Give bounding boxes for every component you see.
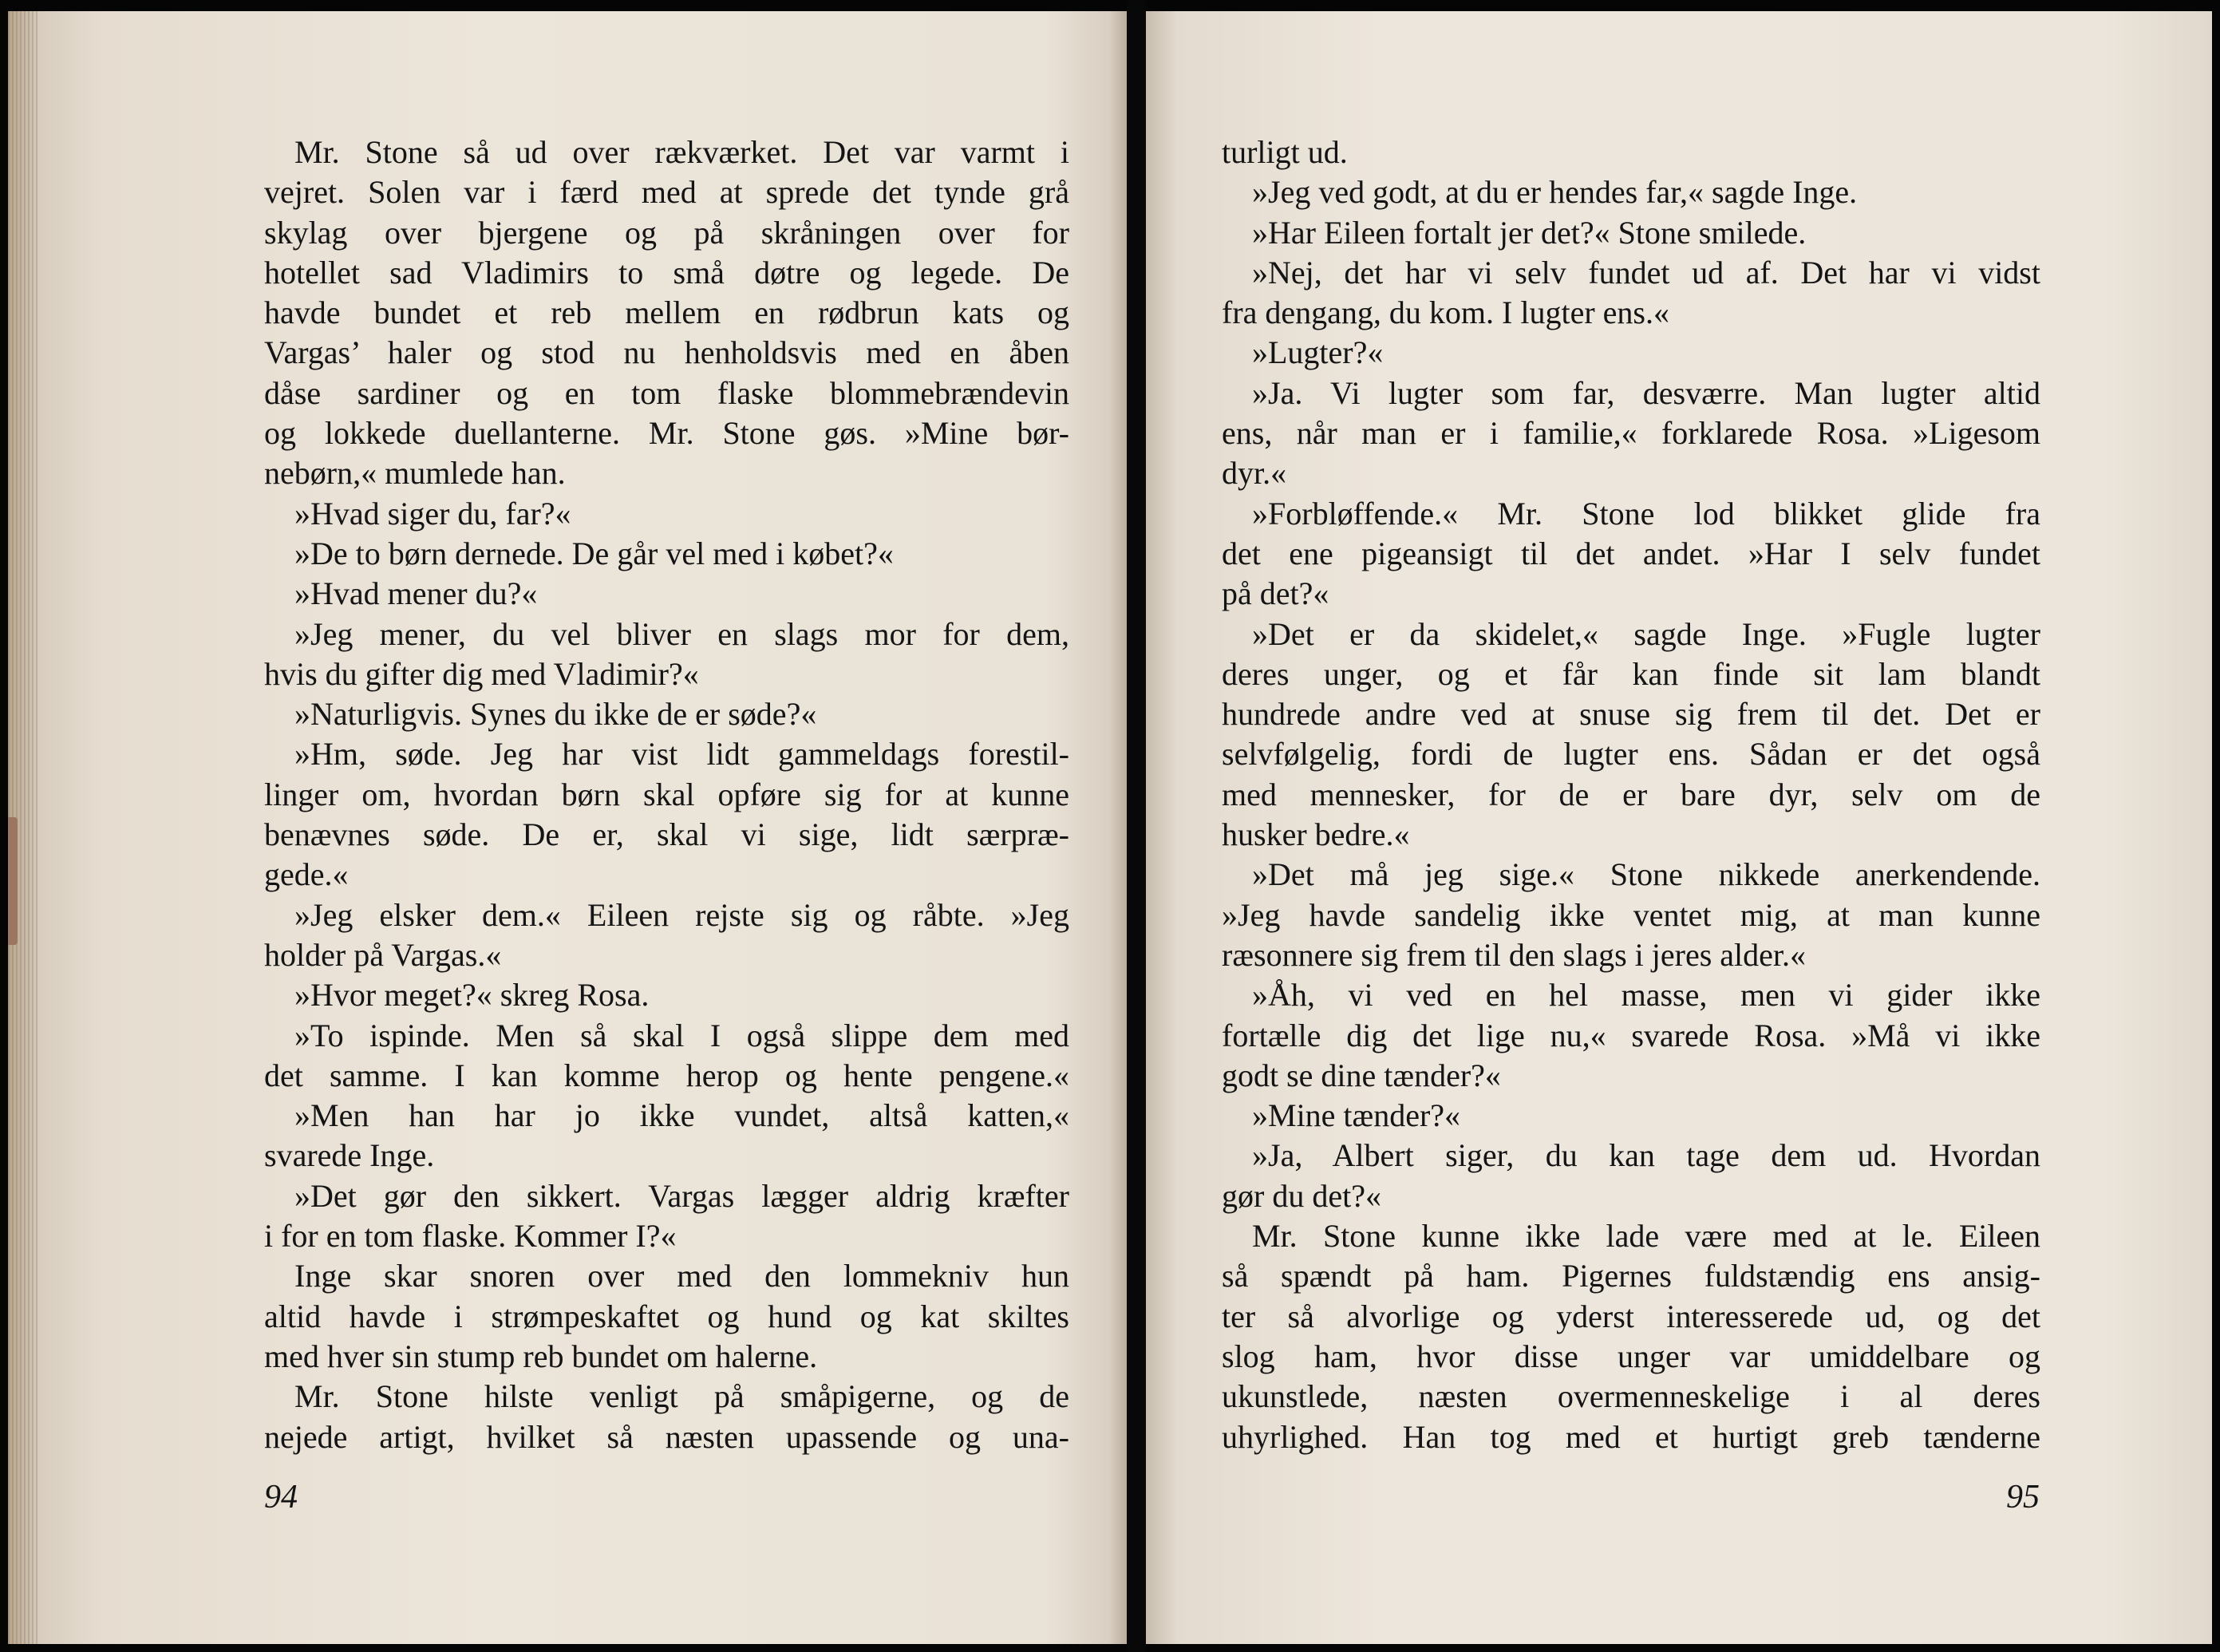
text-line: ræsonnere sig frem til den slags i jeres alder.« (1222, 936, 1807, 973)
text-line: hotellet sad Vladimirs to små døtre og legede. De (264, 254, 1069, 290)
text-line: »Hvad siger du, far?« (294, 495, 571, 532)
text-line: det samme. I kan komme herop og hente pengene.« (264, 1057, 1069, 1093)
text-line: »Jeg ved godt, at du er hendes far,« sagde Inge. (1252, 174, 1858, 211)
text-line: »Det er da skidelet,« sagde Inge. »Fugle lugter (1252, 615, 2040, 652)
text-line: Vargas’ haler og stod nu henholdsvis med en åben (264, 334, 1069, 371)
text-line: Mr. Stone hilste venligt på småpigerne, og de (294, 1378, 1069, 1415)
book-gutter (1127, 0, 1146, 1652)
text-line: hvis du gifter dig med Vladimir?« (264, 655, 699, 692)
text-line: det ene pigeansigt til det andet. »Har I selv fundet (1222, 535, 2040, 571)
text-line: dåse sardiner og en tom flaske blommebrændevin (264, 374, 1069, 411)
text-line: og lokkede duellanterne. Mr. Stone gøs. »Mine bør- (264, 415, 1069, 452)
text-line: vejret. Solen var i færd med at sprede det tynde grå (264, 174, 1069, 211)
left-page-text (264, 132, 1069, 1457)
left-page (8, 11, 1127, 1644)
text-line: »Nej, det har vi selv fundet ud af. Det har vi vidst (1252, 254, 2040, 290)
text-line: »Naturligvis. Synes du ikke de er søde?« (294, 696, 817, 733)
text-line: »Hm, søde. Jeg har vist lidt gammeldags forestil- (294, 736, 1069, 773)
text-line: i for en tom flaske. Kommer I?« (264, 1218, 677, 1255)
text-line: »Det gør den sikkert. Vargas lægger aldrig kræfter (294, 1177, 1069, 1214)
text-line: turligt ud. (1222, 134, 1348, 170)
text-line: uhyrlighed. Han tog med et hurtigt greb tænderne (1222, 1418, 2040, 1455)
text-line: »Det må jeg sige.« Stone nikkede anerkendende. (1252, 856, 2040, 893)
text-line: slog ham, hvor disse unger var umiddelbare og (1222, 1338, 2040, 1374)
text-line: »Har Eileen fortalt jer det?« Stone smilede. (1252, 214, 1807, 251)
text-line: »Ja. Vi lugter som far, desværre. Man lugter altid (1252, 374, 2040, 411)
text-line: havde bundet et reb mellem en rødbrun kats og (264, 294, 1069, 331)
text-line: »Forbløffende.« Mr. Stone lod blikket glide fra (1252, 495, 2040, 532)
text-line: hundrede andre ved at snuse sig frem til det. Det er (1222, 696, 2040, 733)
text-line: nebørn,« mumlede han. (264, 455, 566, 492)
text-line: »Men han har jo ikke vundet, altså katten,« (294, 1097, 1069, 1134)
right-page (1146, 11, 2212, 1644)
text-line: »Åh, vi ved en hel masse, men vi gider ikke (1252, 977, 2040, 1014)
text-line: Inge skar snoren over med den lommekniv hun (294, 1258, 1069, 1294)
text-line: med mennesker, for de er bare dyr, selv om de (1222, 776, 2040, 812)
text-line: »De to børn dernede. De går vel med i købet?« (294, 535, 894, 571)
text-line: »Lugter?« (1252, 334, 1384, 371)
text-line: »Jeg elsker dem.« Eileen rejste sig og råbte. »Jeg (294, 896, 1069, 933)
text-line: benævnes søde. De er, skal vi sige, lidt særpræ- (264, 816, 1069, 853)
text-line: »Hvad mener du?« (294, 575, 538, 612)
page-number: 94 (264, 1479, 298, 1516)
text-line: gør du det?« (1222, 1177, 1381, 1214)
text-line: ens, når man er i familie,« forklarede Rosa. »Ligesom (1222, 415, 2040, 452)
text-line: nejede artigt, hvilket så næsten upassende og una- (264, 1418, 1069, 1455)
text-line: »Ja, Albert siger, du kan tage dem ud. Hvordan (1252, 1137, 2040, 1174)
text-line: selvfølgelig, fordi de lugter ens. Sådan er det også (1222, 736, 2040, 773)
text-line: »Mine tænder?« (1252, 1097, 1461, 1134)
page-number: 95 (2006, 1479, 2040, 1516)
text-line: Mr. Stone kunne ikke lade være med at le. Eileen (1252, 1218, 2040, 1255)
text-line: ukunstlede, næsten overmenneskelige i al deres (1222, 1378, 2040, 1415)
text-line: deres unger, og et får kan finde sit lam blandt (1222, 655, 2040, 692)
text-line: skylag over bjergene og på skråningen over for (264, 214, 1069, 251)
text-line: husker bedre.« (1222, 816, 1410, 853)
text-line: »Jeg havde sandelig ikke ventet mig, at man kunne (1222, 896, 2040, 933)
right-page-text (1222, 132, 2040, 1457)
text-line: altid havde i strømpeskaftet og hund og kat skiltes (264, 1298, 1069, 1334)
text-line: så spændt på ham. Pigernes fuldstændig ens ansig- (1222, 1258, 2040, 1294)
text-line: ter så alvorlige og yderst interesserede ud, og det (1222, 1298, 2040, 1334)
text-line: godt se dine tænder?« (1222, 1057, 1501, 1093)
text-line: holder på Vargas.« (264, 936, 502, 973)
text-line: »Hvor meget?« skreg Rosa. (294, 977, 650, 1014)
text-line: svarede Inge. (264, 1137, 435, 1174)
text-line: fra dengang, du kom. I lugter ens.« (1222, 294, 1669, 331)
text-line: »Jeg mener, du vel bliver en slags mor for dem, (294, 615, 1069, 652)
bookmark-tab (8, 817, 18, 945)
text-line: »To ispinde. Men så skal I også slippe dem med (294, 1017, 1069, 1053)
text-line: dyr.« (1222, 455, 1287, 492)
text-line: fortælle dig det lige nu,« svarede Rosa. »Må vi ikke (1222, 1017, 2040, 1053)
text-line: med hver sin stump reb bundet om halerne. (264, 1338, 818, 1374)
text-line: linger om, hvordan børn skal opføre sig for at kunne (264, 776, 1069, 812)
text-line: gede.« (264, 856, 349, 893)
text-line: Mr. Stone så ud over rækværket. Det var varmt i (294, 134, 1069, 170)
text-line: på det?« (1222, 575, 1329, 612)
